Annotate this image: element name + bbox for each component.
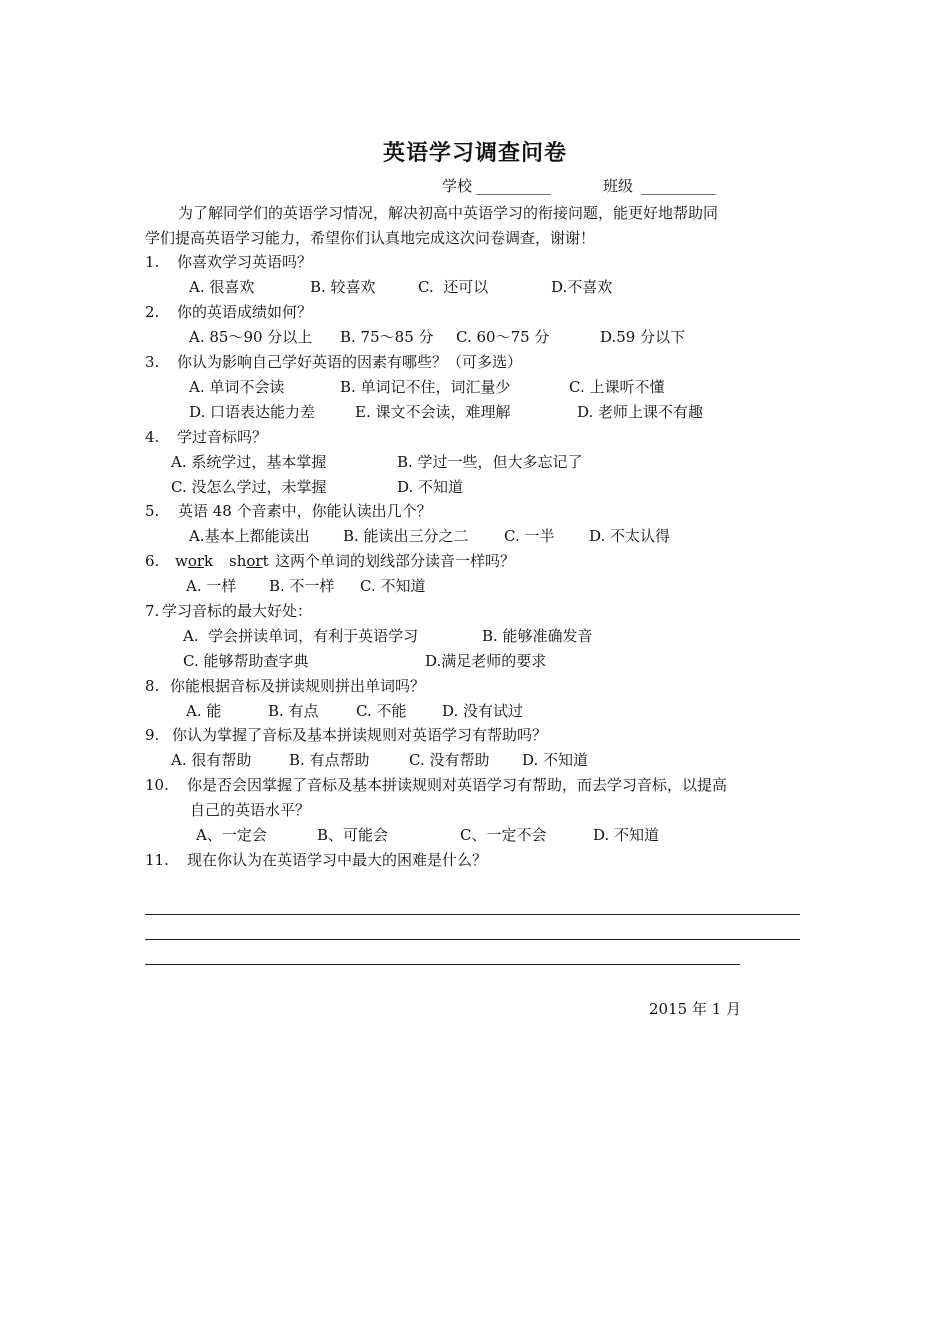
q2-number: 2. — [145, 303, 160, 321]
q7-option-b[interactable]: B. 能够准确发音 — [482, 627, 593, 645]
q10-text-line-2: 自己的英语水平？ — [190, 801, 311, 819]
intro-line-2: 学们提高英语学习能力，希望你们认真地完成这次问卷调查，谢谢！ — [145, 229, 596, 247]
q3-option-e[interactable]: E. 课文不会读，难理解 — [355, 403, 511, 421]
q10-option-c[interactable]: C、一定不会 — [460, 826, 547, 844]
q10-number: 10. — [145, 776, 169, 794]
q6-number: 6. — [145, 552, 160, 570]
q6-word-work-start: w — [175, 552, 188, 570]
q7-text: 学习音标的最大好处： — [162, 602, 313, 620]
q6-text: 这两个单词的划线部分读音一样吗？ — [275, 552, 516, 570]
q4-text: 学过音标吗？ — [177, 428, 268, 446]
q6-word-short-start: sh — [229, 552, 247, 570]
q4-number: 4. — [145, 428, 160, 446]
school-field[interactable]: __________ — [476, 177, 551, 195]
q8-option-a[interactable]: A. 能 — [186, 702, 222, 720]
q1-option-b[interactable]: B. 较喜欢 — [310, 278, 376, 296]
q7-option-d[interactable]: D.满足老师的要求 — [425, 652, 547, 670]
q6-word-short-end: t — [262, 552, 269, 570]
q6-word-work — [175, 551, 213, 571]
q9-option-d[interactable]: D. 不知道 — [522, 751, 589, 769]
q9-number: 9. — [145, 726, 160, 744]
q10-option-a[interactable]: A、一定会 — [196, 826, 267, 844]
q1-option-c[interactable]: C. 还可以 — [418, 278, 489, 296]
q6-word-work-end: k — [204, 552, 214, 570]
q8-option-b[interactable]: B. 有点 — [268, 702, 319, 720]
q11-text: 现在你认为在英语学习中最大的困难是什么？ — [187, 851, 488, 869]
q1-option-d[interactable]: D.不喜欢 — [551, 278, 613, 296]
q1-text: 你喜欢学习英语吗？ — [177, 253, 313, 271]
q2-option-c[interactable]: C. 60～75 分 — [456, 328, 550, 346]
q2-text: 你的英语成绩如何？ — [177, 303, 313, 321]
q4-option-b[interactable]: B. 学过一些，但大多忘记了 — [397, 453, 583, 471]
q7-option-c[interactable]: C. 能够帮助查字典 — [183, 652, 309, 670]
q2-option-a[interactable]: A. 85～90 分以上 — [189, 328, 313, 346]
q7-option-a[interactable]: A. 学会拼读单词，有利于英语学习 — [183, 627, 419, 645]
q5-number: 5. — [145, 502, 160, 520]
q3-number: 3. — [145, 353, 160, 371]
q5-option-b[interactable]: B. 能读出三分之二 — [343, 527, 469, 545]
q9-option-a[interactable]: A. 很有帮助 — [171, 751, 252, 769]
class-field[interactable]: __________ — [641, 177, 716, 195]
q5-option-a[interactable]: A.基本上都能读出 — [189, 527, 310, 545]
answer-line-1[interactable] — [145, 914, 800, 915]
q8-option-d[interactable]: D. 没有试过 — [442, 702, 524, 720]
q5-option-c[interactable]: C. 一半 — [504, 527, 555, 545]
q3-option-d[interactable]: D. 口语表达能力差 — [189, 403, 316, 421]
q9-option-b[interactable]: B. 有点帮助 — [289, 751, 370, 769]
q3-option-a[interactable]: A. 单词不会读 — [189, 378, 285, 396]
q7-number: 7. — [145, 602, 160, 620]
q3-option-b[interactable]: B. 单词记不住，词汇量少 — [340, 378, 511, 396]
q4-option-c[interactable]: C. 没怎么学过，未掌握 — [171, 478, 327, 496]
q5-option-d[interactable]: D. 不太认得 — [589, 527, 671, 545]
q4-option-a[interactable]: A. 系统学过，基本掌握 — [171, 453, 327, 471]
q2-option-d[interactable]: D.59 分以下 — [600, 328, 686, 346]
q10-option-d[interactable]: D. 不知道 — [593, 826, 660, 844]
q4-option-d[interactable]: D. 不知道 — [397, 478, 464, 496]
school-label: 学校 — [442, 177, 473, 195]
q8-option-c[interactable]: C. 不能 — [356, 702, 407, 720]
q8-number: 8. — [145, 677, 160, 695]
date: 2015 年 1 月 — [649, 1000, 742, 1018]
q3-option-c[interactable]: C. 上课听不懂 — [569, 378, 665, 396]
q10-option-b[interactable]: B、可能会 — [317, 826, 389, 844]
answer-line-3[interactable] — [145, 964, 740, 965]
page-title: 英语学习调查问卷 — [382, 141, 567, 166]
q2-option-b[interactable]: B. 75～85 分 — [340, 328, 434, 346]
answer-line-2[interactable] — [145, 939, 800, 940]
q6-word-work-underlined: or — [187, 552, 205, 570]
q1-option-a[interactable]: A. 很喜欢 — [189, 278, 255, 296]
q3-option-f[interactable]: D. 老师上课不有趣 — [577, 403, 704, 421]
q10-text-line-1: 你是否会因掌握了音标及基本拼读规则对英语学习有帮助，而去学习音标，以提高 — [187, 776, 728, 794]
q6-option-b[interactable]: B. 不一样 — [269, 577, 335, 595]
q6-word-short-underlined: or — [246, 552, 263, 570]
q9-text: 你认为掌握了音标及基本拼读规则对英语学习有帮助吗？ — [172, 726, 548, 744]
q3-text: 你认为影响自己学好英语的因素有哪些？（可多选） — [177, 353, 523, 371]
intro-line-1: 为了解同学们的英语学习情况，解决初高中英语学习的衔接问题，能更好地帮助同 — [178, 204, 719, 222]
q11-number: 11. — [145, 851, 169, 869]
q9-option-c[interactable]: C. 没有帮助 — [409, 751, 490, 769]
q1-number: 1. — [145, 253, 160, 271]
q5-text: 英语 48 个音素中，你能认读出几个？ — [178, 502, 432, 520]
q6-word-short — [229, 551, 269, 571]
class-label: 班级 — [603, 177, 634, 195]
q6-option-a[interactable]: A. 一样 — [186, 577, 237, 595]
q8-text: 你能根据音标及拼读规则拼出单词吗？ — [170, 677, 426, 695]
q6-option-c[interactable]: C. 不知道 — [360, 577, 426, 595]
